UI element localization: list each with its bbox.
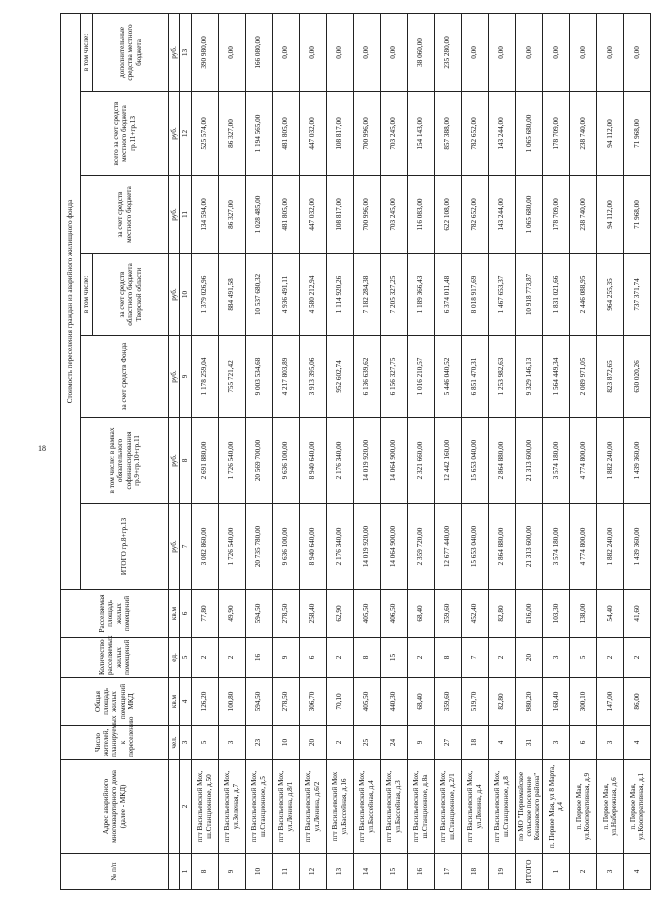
header-local-total: всего за счет средств местного бюджета гр.11+гр.13 xyxy=(81,92,169,176)
table-cell: 1 882 240,00 xyxy=(597,418,624,504)
table-cell: 980,20 xyxy=(515,678,543,726)
table-cell: 143 244,00 xyxy=(488,176,515,254)
table-cell: 5 xyxy=(570,638,597,678)
table-cell: 884 491,58 xyxy=(218,254,245,336)
table-cell: 0,00 xyxy=(272,13,299,91)
address-cell: пгт Васильевский Мох, ул.Ленина, д.4 xyxy=(461,760,488,854)
table-cell: 14 xyxy=(353,854,380,890)
unit-cell: кв.м xyxy=(169,678,180,726)
table-cell: 8 xyxy=(434,638,461,678)
table-cell: 1 253 982,63 xyxy=(488,336,515,418)
address-cell: п. Первое Мая, ул.Кооперативная, д.9 xyxy=(570,760,597,854)
table-cell: 10 xyxy=(272,726,299,760)
table-cell: 4 xyxy=(624,854,651,890)
colnum-cell: 1 xyxy=(180,854,191,890)
table-cell: 38 060,00 xyxy=(407,13,434,91)
table-cell: 134 594,00 xyxy=(191,176,218,254)
table-cell: 16 xyxy=(245,638,272,678)
table-row xyxy=(461,13,488,889)
table-cell: 0,00 xyxy=(299,13,326,91)
table-row xyxy=(353,13,380,889)
table-cell: 1 726 540,00 xyxy=(218,418,245,504)
table-cell: 20 735 780,00 xyxy=(245,504,272,590)
table-cell: 147,00 xyxy=(597,678,624,726)
table-cell: 15 xyxy=(380,638,407,678)
table-cell: 782 652,00 xyxy=(461,176,488,254)
table-cell: 20 569 700,00 xyxy=(245,418,272,504)
table-cell: 10 918 773,87 xyxy=(515,254,543,336)
table-cell: 178 709,00 xyxy=(543,176,570,254)
table-cell: 166 080,00 xyxy=(245,13,272,91)
units-row xyxy=(169,13,180,889)
table-cell: 594,50 xyxy=(245,678,272,726)
table-cell: 4 580 212,94 xyxy=(299,254,326,336)
table-cell: 14 064 900,00 xyxy=(380,418,407,504)
table-cell: 4 xyxy=(488,726,515,760)
table-cell: 2 xyxy=(326,638,353,678)
header-in-that-number-2: в том числе: xyxy=(81,13,93,91)
table-cell: 3 xyxy=(543,726,570,760)
table-cell: 405,50 xyxy=(353,590,380,638)
table-cell: 108 817,00 xyxy=(326,176,353,254)
table-cell: 405,50 xyxy=(353,678,380,726)
table-cell: 2 xyxy=(407,638,434,678)
table-cell: 238 740,00 xyxy=(570,92,597,176)
unit-cell: чел. xyxy=(169,726,180,760)
table-cell: 2 864 880,00 xyxy=(488,504,515,590)
table-cell: 3 574 180,00 xyxy=(543,418,570,504)
table-cell: 1 194 565,00 xyxy=(245,92,272,176)
table-cell: 86,00 xyxy=(624,678,651,726)
address-cell: пгт Васильевский Мох, ул.Бассейная, д.3 xyxy=(380,760,407,854)
table-cell: 1 028 485,00 xyxy=(245,176,272,254)
table-cell: 6 851 470,31 xyxy=(461,336,488,418)
table-cell: 630 020,26 xyxy=(624,336,651,418)
table-cell: 20 xyxy=(515,638,543,678)
address-cell: пгт Васильевский Мох, ул.Бассейная, д.4 xyxy=(353,760,380,854)
table-cell: 68,40 xyxy=(407,678,434,726)
table-cell: 3 xyxy=(218,726,245,760)
table-cell: 82,80 xyxy=(488,678,515,726)
table-cell: 857 388,00 xyxy=(434,92,461,176)
header-local: за счет средств местного бюджета xyxy=(81,176,169,254)
address-cell: пгт Васильевский Мох, ш.Станционное, д.50 xyxy=(191,760,218,854)
colnum-cell: 3 xyxy=(180,726,191,760)
table-cell: 178 709,00 xyxy=(543,92,570,176)
table-cell: 1 xyxy=(543,854,570,890)
table-cell: 12 442 160,00 xyxy=(434,418,461,504)
unit-cell: руб. xyxy=(169,92,180,176)
table-cell: 19 xyxy=(488,854,515,890)
table-cell: 622 108,00 xyxy=(434,176,461,254)
table-cell: 143 244,00 xyxy=(488,92,515,176)
table-cell: 4 774 800,00 xyxy=(570,418,597,504)
header-fund: за счет средств Фонда xyxy=(81,336,169,418)
address-cell: пгт Васильевский Мох, ш.Станционное, д.5 xyxy=(245,760,272,854)
table-cell: 21 313 600,00 xyxy=(515,418,543,504)
address-cell: по МО "Первомайское сельское поселение Конаковского района" xyxy=(515,760,543,854)
address-cell: п. Первое Мая, ул 8 Марта, д.4 xyxy=(543,760,570,854)
table-cell: 0,00 xyxy=(461,13,488,91)
table-cell: 15 xyxy=(380,854,407,890)
table-cell: 2 xyxy=(218,638,245,678)
header-in-that-number: в том числе: xyxy=(81,254,93,336)
table-cell: 54,40 xyxy=(597,590,624,638)
table-cell: 1 065 680,00 xyxy=(515,176,543,254)
table-cell: 1 189 366,43 xyxy=(407,254,434,336)
table-cell: 23 xyxy=(245,726,272,760)
table-cell: 70,10 xyxy=(326,678,353,726)
colnum-cell: 11 xyxy=(180,176,191,254)
table-cell: 1 114 920,26 xyxy=(326,254,353,336)
table-cell: 594,50 xyxy=(245,590,272,638)
header-mandatory: в том числе: в рамках обязательного софинансирования гр.9+гр.10+гр.11 xyxy=(81,418,169,504)
table-cell: 18 xyxy=(461,854,488,890)
table-cell: 6 xyxy=(570,726,597,760)
table-cell: 4 774 800,00 xyxy=(570,504,597,590)
table-cell: 10 xyxy=(245,854,272,890)
address-cell: пгт Васильевский Мох, ул.Ленина, д.8/1 xyxy=(272,760,299,854)
table-cell: 2 691 880,00 xyxy=(191,418,218,504)
colnum-cell: 5 xyxy=(180,638,191,678)
address-cell: пгт Васильевский Мох, ш.Станционное, д.8а xyxy=(407,760,434,854)
table-cell: 9 xyxy=(218,854,245,890)
table-cell: 359,60 xyxy=(434,590,461,638)
table-cell: 62,90 xyxy=(326,590,353,638)
table-cell: 103,30 xyxy=(543,590,570,638)
header-residents: Число жителей, планируемых к переселению xyxy=(61,726,169,760)
table-cell: 258,40 xyxy=(299,590,326,638)
address-cell: пгт Васильевский Мох, ш.Станционное, д.2/1 xyxy=(434,760,461,854)
colnum-cell: 7 xyxy=(180,504,191,590)
table-row xyxy=(434,13,461,889)
table-cell: 0,00 xyxy=(543,13,570,91)
table-cell: 14 064 900,00 xyxy=(380,504,407,590)
colnum-cell: 13 xyxy=(180,13,191,91)
table-cell: 8 940 640,00 xyxy=(299,418,326,504)
table-cell: 9 xyxy=(407,726,434,760)
table-cell: 519,70 xyxy=(461,678,488,726)
header-no: № п/п xyxy=(61,854,169,890)
table-cell: 16 xyxy=(407,854,434,890)
table-cell: 7 205 327,25 xyxy=(380,254,407,336)
table-cell: 9 xyxy=(272,638,299,678)
table-cell: 406,50 xyxy=(380,590,407,638)
header-rooms-area: Расселяемая площадь жилых помещений xyxy=(61,590,169,638)
table-cell: 964 255,35 xyxy=(597,254,624,336)
table-cell: 2 xyxy=(326,726,353,760)
unit-cell xyxy=(169,760,180,854)
table-cell: 525 574,00 xyxy=(191,92,218,176)
table-row xyxy=(407,13,434,889)
table-row xyxy=(597,13,624,889)
table-row xyxy=(515,13,543,889)
table-cell: 3 574 180,00 xyxy=(543,504,570,590)
table-cell: 1 564 449,34 xyxy=(543,336,570,418)
page-number: 18 xyxy=(38,444,46,453)
table-cell: 0,00 xyxy=(515,13,543,91)
colnum-cell: 9 xyxy=(180,336,191,418)
address-cell: пгт Васильевский Мох, ул.Зеленая, д.7 xyxy=(218,760,245,854)
address-cell: пгт Васильевский Мох ул.Бассейная, д.16 xyxy=(326,760,353,854)
table-cell: 8 940 640,00 xyxy=(299,504,326,590)
table-cell: 41,60 xyxy=(624,590,651,638)
table-cell: 3 xyxy=(543,638,570,678)
table-cell: 3 082 860,00 xyxy=(191,504,218,590)
table-cell: 2 321 660,00 xyxy=(407,418,434,504)
header-itogo: ИТОГО гр.8+гр.13 xyxy=(81,504,169,590)
table-cell: 481 805,00 xyxy=(272,92,299,176)
table-cell: 18 xyxy=(461,726,488,760)
table-cell: 278,50 xyxy=(272,678,299,726)
table-cell: 300,10 xyxy=(570,678,597,726)
table-cell: 2 xyxy=(624,638,651,678)
table-row xyxy=(380,13,407,889)
table-cell: 3 xyxy=(597,854,624,890)
table-cell: 0,00 xyxy=(570,13,597,91)
table-cell: 31 xyxy=(515,726,543,760)
table-row xyxy=(326,13,353,889)
table-row xyxy=(245,13,272,889)
table-cell: 14 019 920,00 xyxy=(353,418,380,504)
table-cell: 1 439 360,00 xyxy=(624,418,651,504)
table-cell: 21 313 600,00 xyxy=(515,504,543,590)
table-cell: 8 xyxy=(353,638,380,678)
table-row xyxy=(488,13,515,889)
table-cell: 11 xyxy=(272,854,299,890)
unit-cell: кв.м xyxy=(169,590,180,638)
table-cell: 1 178 259,04 xyxy=(191,336,218,418)
table-cell: 20 xyxy=(299,726,326,760)
table-cell: 1 016 210,57 xyxy=(407,336,434,418)
header-total-area: Общая площадь жилых помещений МКД xyxy=(61,678,169,726)
table-cell: 12 xyxy=(299,854,326,890)
unit-cell: ед. xyxy=(169,638,180,678)
table-cell: 94 112,00 xyxy=(597,176,624,254)
table-cell: 100,80 xyxy=(218,678,245,726)
table-cell: 2 xyxy=(191,638,218,678)
unit-cell: руб. xyxy=(169,336,180,418)
unit-cell: руб. xyxy=(169,13,180,91)
table-cell: 1 439 360,00 xyxy=(624,504,651,590)
table-cell: 126,20 xyxy=(191,678,218,726)
table-cell: 6 156 327,75 xyxy=(380,336,407,418)
colnum-cell: 8 xyxy=(180,418,191,504)
table-cell: 306,70 xyxy=(299,678,326,726)
table-cell: 1 831 021,66 xyxy=(543,254,570,336)
table-row xyxy=(299,13,326,889)
table-cell: 703 245,00 xyxy=(380,176,407,254)
table-cell: 447 032,00 xyxy=(299,92,326,176)
unit-cell: руб. xyxy=(169,504,180,590)
table-cell: 82,80 xyxy=(488,590,515,638)
table-cell: 4 936 491,11 xyxy=(272,254,299,336)
table-cell: 71 968,00 xyxy=(624,92,651,176)
table-cell: 782 652,00 xyxy=(461,92,488,176)
table-cell: 9 636 100,00 xyxy=(272,504,299,590)
table-cell: 6 xyxy=(299,638,326,678)
table-cell: 737 371,74 xyxy=(624,254,651,336)
table-cell: 700 996,00 xyxy=(353,176,380,254)
colnum-cell: 2 xyxy=(180,760,191,854)
table-cell: 2 176 340,00 xyxy=(326,504,353,590)
table-cell: 0,00 xyxy=(218,13,245,91)
table-row xyxy=(191,13,218,889)
table-cell: 481 805,00 xyxy=(272,176,299,254)
table-body xyxy=(191,13,651,889)
table-cell: 6 374 011,48 xyxy=(434,254,461,336)
address-cell: п. Первое Мая, ул.Кооперативная, д.1 xyxy=(624,760,651,854)
table-cell: 168,40 xyxy=(543,678,570,726)
table-cell: 952 602,74 xyxy=(326,336,353,418)
table-cell: 2 xyxy=(570,854,597,890)
table-cell: 13 xyxy=(326,854,353,890)
unit-cell: руб. xyxy=(169,418,180,504)
address-cell: пгт Васильевский Мох, ул.Ленина, д.6/2 xyxy=(299,760,326,854)
table-cell: 2 089 971,05 xyxy=(570,336,597,418)
table-cell: 5 446 040,52 xyxy=(434,336,461,418)
table-cell: 24 xyxy=(380,726,407,760)
table-cell: 0,00 xyxy=(380,13,407,91)
table-cell: 8 018 917,69 xyxy=(461,254,488,336)
table-cell: 238 740,00 xyxy=(570,176,597,254)
table-cell: 86 327,00 xyxy=(218,176,245,254)
colnum-cell: 10 xyxy=(180,254,191,336)
address-cell: пгт Васильевский Мох, ш.Станционное, д.8 xyxy=(488,760,515,854)
table-cell: 452,40 xyxy=(461,590,488,638)
table-cell: 10 537 680,32 xyxy=(245,254,272,336)
table-cell: 77,80 xyxy=(191,590,218,638)
unit-cell xyxy=(169,854,180,890)
resettlement-cost-table xyxy=(60,13,651,890)
column-numbers-row xyxy=(180,13,191,889)
table-cell: 0,00 xyxy=(353,13,380,91)
header-address: Адрес аварийного многоквартирного дома (далее - МКД) xyxy=(61,760,169,854)
table-row xyxy=(272,13,299,889)
table-row xyxy=(624,13,651,889)
table-cell: 1 379 026,96 xyxy=(191,254,218,336)
table-cell: 15 653 040,00 xyxy=(461,504,488,590)
table-cell: 27 xyxy=(434,726,461,760)
table-cell: ИТОГО xyxy=(515,854,543,890)
table-cell: 0,00 xyxy=(326,13,353,91)
table-row xyxy=(218,13,245,889)
table-cell: 2 446 088,95 xyxy=(570,254,597,336)
table-cell: 0,00 xyxy=(488,13,515,91)
table-cell: 755 721,42 xyxy=(218,336,245,418)
table-cell: 15 653 040,00 xyxy=(461,418,488,504)
table-cell: 12 677 440,00 xyxy=(434,504,461,590)
header-cost-group: Стоимость переселения граждан из аварийного жилищного фонда xyxy=(61,13,81,589)
address-cell: п. Первое Мая, ул.Набережная, д.6 xyxy=(597,760,624,854)
table-cell: 108 817,00 xyxy=(326,92,353,176)
table-cell: 278,50 xyxy=(272,590,299,638)
table-cell: 49,90 xyxy=(218,590,245,638)
table-cell: 0,00 xyxy=(624,13,651,91)
table-cell: 4 xyxy=(624,726,651,760)
table-cell: 7 182 284,38 xyxy=(353,254,380,336)
table-cell: 7 xyxy=(461,638,488,678)
table-cell: 2 864 880,00 xyxy=(488,418,515,504)
table-cell: 14 019 920,00 xyxy=(353,504,380,590)
colnum-cell: 6 xyxy=(180,590,191,638)
table-cell: 700 996,00 xyxy=(353,92,380,176)
table-cell: 9 636 100,00 xyxy=(272,418,299,504)
table-cell: 0,00 xyxy=(597,13,624,91)
table-cell: 440,30 xyxy=(380,678,407,726)
table-cell: 3 913 395,06 xyxy=(299,336,326,418)
table-cell: 71 968,00 xyxy=(624,176,651,254)
table-cell: 1 065 680,00 xyxy=(515,92,543,176)
table-cell: 447 032,00 xyxy=(299,176,326,254)
table-cell: 9 329 146,13 xyxy=(515,336,543,418)
table-row xyxy=(543,13,570,889)
table-cell: 2 176 340,00 xyxy=(326,418,353,504)
table-cell: 1 882 240,00 xyxy=(597,504,624,590)
table-cell: 8 xyxy=(191,854,218,890)
table-cell: 1 726 540,00 xyxy=(218,504,245,590)
colnum-cell: 12 xyxy=(180,92,191,176)
table-cell: 390 980,00 xyxy=(191,13,218,91)
table-cell: 154 143,00 xyxy=(407,92,434,176)
table-cell: 68,40 xyxy=(407,590,434,638)
table-row xyxy=(570,13,597,889)
table-cell: 9 003 534,68 xyxy=(245,336,272,418)
table-cell: 359,60 xyxy=(434,678,461,726)
table-cell: 116 083,00 xyxy=(407,176,434,254)
table-cell: 703 245,00 xyxy=(380,92,407,176)
table-cell: 616,00 xyxy=(515,590,543,638)
table-cell: 4 217 803,89 xyxy=(272,336,299,418)
table-cell: 138,00 xyxy=(570,590,597,638)
table-cell: 17 xyxy=(434,854,461,890)
table-cell: 86 327,00 xyxy=(218,92,245,176)
table-cell: 6 136 639,62 xyxy=(353,336,380,418)
table-cell: 2 xyxy=(597,638,624,678)
table-cell: 2 359 720,00 xyxy=(407,504,434,590)
table-cell: 823 872,65 xyxy=(597,336,624,418)
unit-cell: руб. xyxy=(169,254,180,336)
table-cell: 25 xyxy=(353,726,380,760)
header-additional: дополнительные средства местного бюджета xyxy=(93,13,169,91)
table-cell: 3 xyxy=(597,726,624,760)
table-cell: 235 280,00 xyxy=(434,13,461,91)
header-regional: за счет средств областного бюджета Тверской области xyxy=(93,254,169,336)
table-cell: 1 467 653,37 xyxy=(488,254,515,336)
table-cell: 2 xyxy=(488,638,515,678)
header-rooms-count: Количество расселяемых жилых помещений xyxy=(61,638,169,678)
table-cell: 5 xyxy=(191,726,218,760)
unit-cell: руб. xyxy=(169,176,180,254)
colnum-cell: 4 xyxy=(180,678,191,726)
table-cell: 94 112,00 xyxy=(597,92,624,176)
